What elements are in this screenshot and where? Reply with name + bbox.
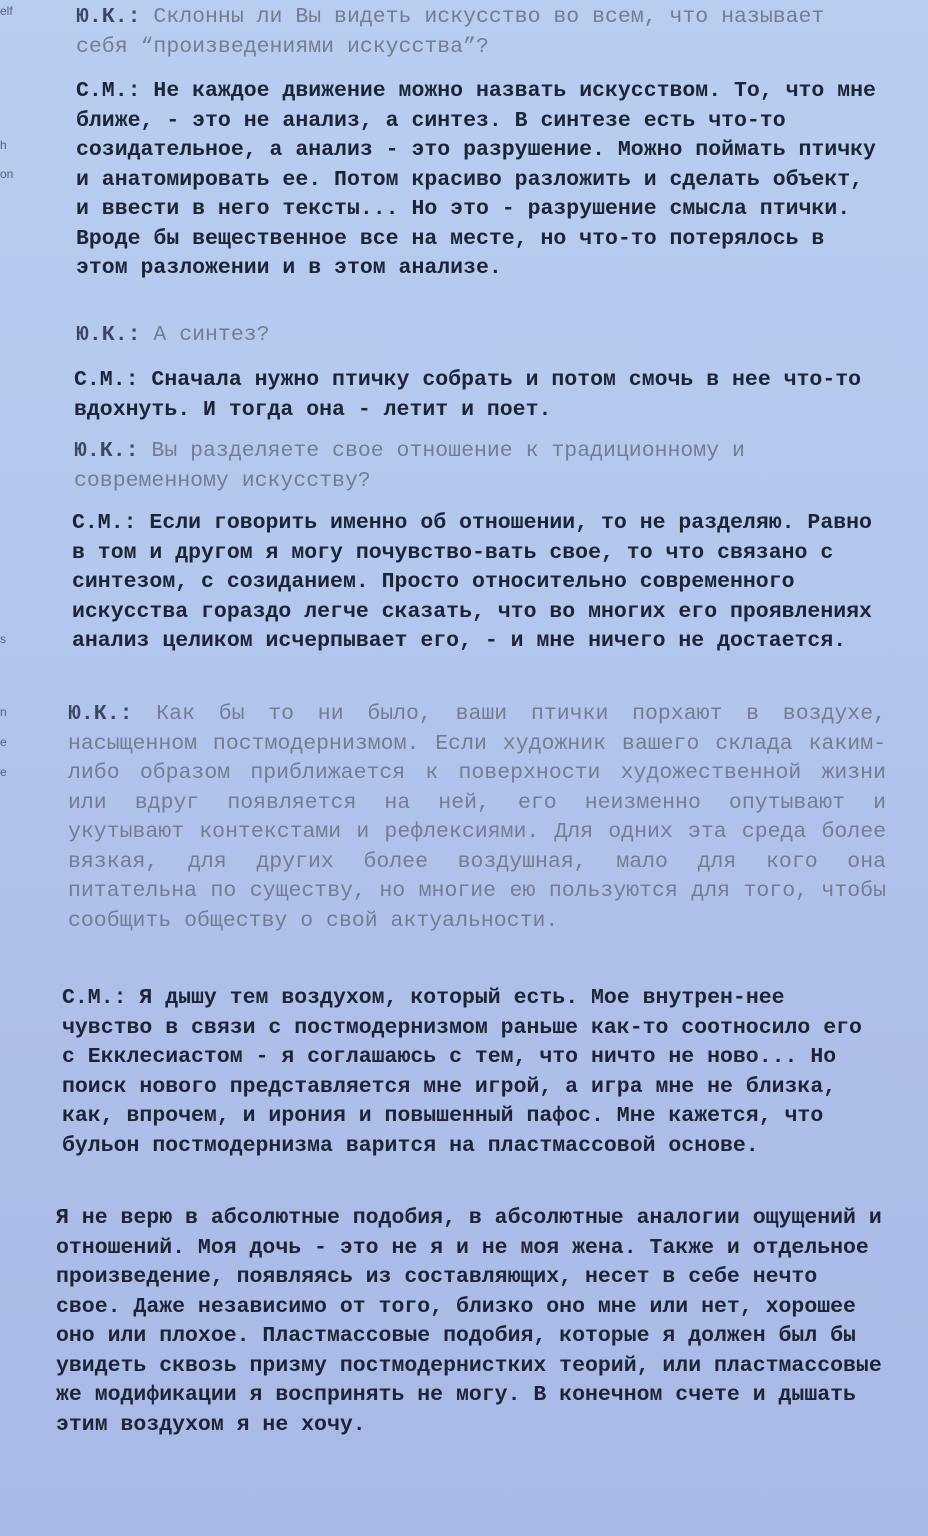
answer-paragraph — [62, 984, 884, 1161]
speaker-label: Ю.К.: — [76, 5, 141, 29]
question-text: Вы разделяете свое отношение к традиционному и современному искусству? — [74, 439, 745, 493]
question-paragraph — [76, 3, 884, 62]
margin-fragment: elf — [0, 4, 13, 18]
answer-text: Я дышу тем воздухом, который есть. Мое внутрен-нее чувство в связи с постмодернизмом раньше как-то соотносило его с Екклесиастом - я соглашаюсь с тем, что ничто не ново... Но поиск нового представляется мне игрой, а игра мне не близка, как, впрочем, и ирония и повышенный пафос. Мне кажется, что бульон постмодернизма варится на пластмассовой основе. — [62, 986, 862, 1158]
speaker-label: С.М.: — [76, 79, 141, 103]
margin-fragment: s — [0, 632, 6, 646]
answer-text: Не каждое движение можно назвать искусством. То, что мне ближе, - это не анализ, а синтез. В синтезе есть что-то созидательное, а анализ - это разрушение. Можно поймать птичку и анатомировать ее. Потом красиво разложить и сделать объект, и ввести в него тексты... Но это - разрушение смысла птички. Вроде бы вещественное все на месте, но что-то потерялось в этом разложении и в этом анализе. — [76, 79, 876, 280]
answer-text: Сначала нужно птичку собрать и потом смочь в нее что-то вдохнуть. И тогда она - летит и поет. — [74, 368, 862, 422]
speaker-label: С.М.: — [62, 986, 127, 1010]
speaker-label: Ю.К.: — [68, 702, 133, 726]
speaker-label: Ю.К.: — [76, 323, 141, 347]
answer-text: Если говорить именно об отношении, то не разделяю. Равно в том и другом я могу почувство-вать свое, то что связано с синтезом, с созиданием. Просто относительно современного искусства гораздо легче сказать, что во многих его проявлениях анализ целиком исчерпывает его, - и мне ничего не достается. — [72, 511, 872, 653]
margin-fragment: h — [0, 138, 7, 152]
question-text: А синтез? — [153, 323, 270, 347]
question-paragraph — [76, 321, 884, 351]
answer-paragraph — [72, 509, 884, 657]
margin-fragment: n — [0, 705, 7, 719]
speaker-label: С.М.: — [74, 368, 139, 392]
question-paragraph — [68, 700, 886, 936]
answer-paragraph — [76, 77, 884, 284]
answer-paragraph — [56, 1204, 884, 1440]
speaker-label: Ю.К.: — [74, 439, 139, 463]
margin-fragment: e — [0, 765, 7, 779]
question-text: Склонны ли Вы видеть искусство во всем, что называет себя “произведениями искусства”? — [76, 5, 825, 59]
answer-text: Я не верю в абсолютные подобия, в абсолютные аналогии ощущений и отношений. Моя дочь - это не я и не моя жена. Также и отдельное произведение, появляясь из составляющих, несет в себе нечто свое. Даже независимо от того, близко оно мне или нет, хорошее оно или плохое. Пластмассовые подобия, которые я должен был бы увидеть сквозь призму постмодернистких теорий, или пластмассовые же модификации я воспринять не могу. В конечном счете и дышать этим воздухом я не хочу. — [56, 1206, 882, 1437]
question-paragraph — [74, 437, 886, 496]
question-text: Как бы то ни было, ваши птички порхают в воздухе, насыщенном постмодернизмом. Если художник вашего склада каким-либо образом приближается к поверхности художественной жизни или вдруг появляется на ней, его неизменно опутывают и укутывают контекстами и рефлексиями. Для одних эта среда более вязкая, для других более воздушная, мало для кого она питательна по существу, но многие ею пользуются для того, чтобы сообщить обществу о свой актуальности. — [68, 702, 887, 933]
margin-fragment: e — [0, 735, 7, 749]
margin-fragment: on — [0, 167, 14, 181]
speaker-label: С.М.: — [72, 511, 137, 535]
answer-paragraph — [74, 366, 882, 425]
